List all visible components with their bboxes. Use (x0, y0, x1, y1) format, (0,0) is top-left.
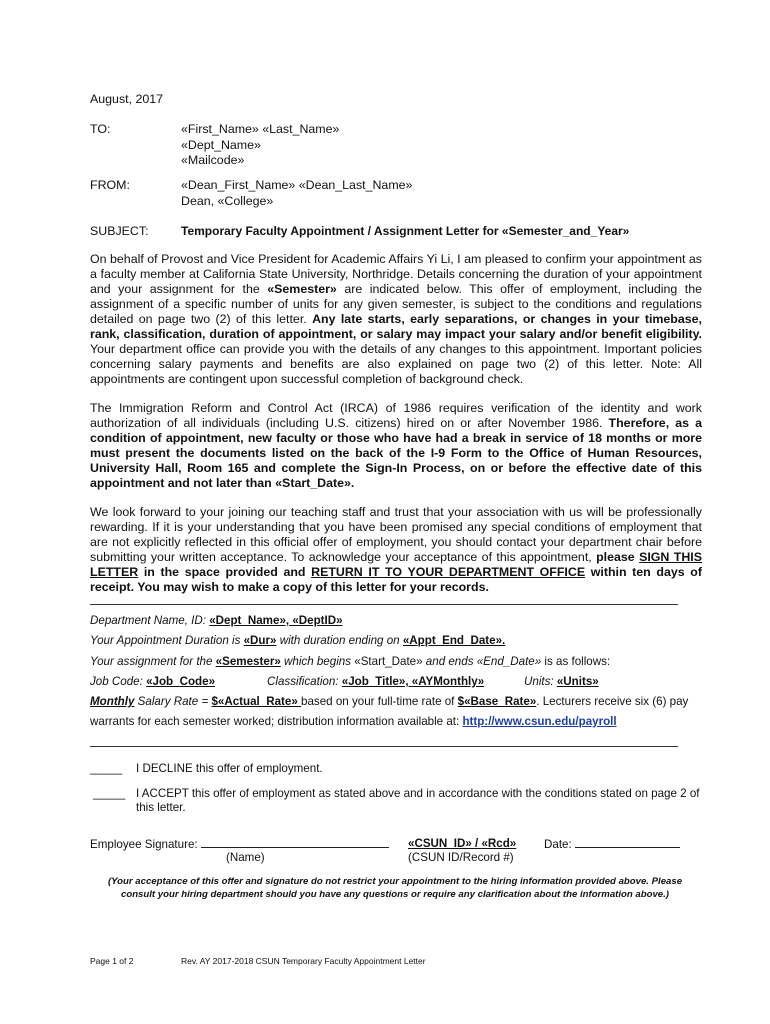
to-label: TO: (90, 122, 111, 136)
assignment-start: «Start_Date» (354, 655, 423, 668)
accept-line1: I ACCEPT this offer of employment as stated above and in accordance with the conditions stated on page 2 of (136, 787, 700, 800)
irca-condition: Therefore, as a condition of appointment, new faculty or those who have had a break in service of 18 months or more must present the documents listed on the back of the I-9 Form to the Office of Human Resources, University Hall, Room 165 and complete the Sign-In Process, on or before the effective date of this appointment and not later than «Start_Date». (90, 416, 702, 490)
letter-date: August, 2017 (90, 92, 164, 106)
salary-base-label: based on your full-time rate of (301, 695, 458, 708)
to-dept: «Dept_Name» (181, 137, 261, 152)
salary-pay-warrants: . Lecturers receive six (6) pay (536, 695, 689, 708)
units-line (524, 675, 599, 688)
duration-ending-label: with duration ending on (276, 634, 403, 647)
intro-text-b: are indicated below. This offer of employment, including the assignment of a specific number of units for any given semester, is subject to the conditions and regulations detailed on page two (2) of this letter. (90, 282, 702, 326)
paragraph-irca (90, 401, 702, 491)
signature-name-caption: (Name) (226, 851, 265, 864)
from-block (181, 178, 412, 209)
assignment-ends: and ends (422, 655, 477, 668)
date-label: Date: (544, 838, 575, 851)
intro-text-a: On behalf of Provost and Vice President for Academic Affairs Yi Li, I am pleased to confirm your appointment as a faculty member at California State University, Northridge. Details concerning the duration of your appointment and your assignment for the (90, 252, 702, 296)
classification-value: «Job_Title», «AYMonthly» (341, 675, 485, 688)
assignment-follows: is as follows: (541, 655, 611, 668)
assignment-semester: «Semester» (215, 655, 281, 668)
dept-label: Department Name, ID: (90, 614, 210, 627)
accept-text (136, 787, 702, 815)
dept-line (90, 614, 343, 627)
paragraph-intro (90, 252, 702, 387)
accept-blank[interactable]: _____ (93, 787, 126, 800)
subject-label: SUBJECT: (90, 224, 149, 238)
csun-id-value: «CSUN_ID» / «Rcd» (408, 837, 517, 850)
job-code-line (90, 675, 215, 688)
from-college: Dean, «College» (181, 193, 274, 208)
disclaimer-line2: consult your hiring department should you have any questions or require any clarification about the information above.) (121, 888, 669, 900)
duration-label: Your Appointment Duration is (90, 634, 244, 647)
from-name: «Dean_First_Name» «Dean_Last_Name» (181, 178, 413, 192)
warrants-line (90, 715, 617, 728)
to-mailcode: «Mailcode» (181, 153, 245, 167)
warrants-text: warrants for each semester worked; distribution information available at: (90, 715, 463, 728)
decline-blank[interactable]: _____ (90, 762, 123, 775)
job-code-label: Job Code: (90, 675, 147, 688)
to-block (181, 122, 339, 169)
dept-value: «Dept_Name», «DeptID» (209, 614, 343, 627)
csun-id-caption: (CSUN ID/Record #) (408, 851, 514, 864)
assignment-label: Your assignment for the (90, 655, 216, 668)
divider-top (90, 604, 678, 605)
salary-value: $«Actual_Rate» (211, 695, 302, 708)
signature-line (90, 837, 389, 851)
from-label: FROM: (90, 178, 130, 192)
salary-line (90, 695, 688, 708)
salary-label: Salary Rate = (134, 695, 212, 708)
duration-value: «Dur» (243, 634, 277, 647)
signature-label: Employee Signature: (90, 838, 201, 851)
subject-text: Temporary Faculty Appointment / Assignment Letter for «Semester_and_Year» (181, 224, 630, 238)
ack-end: within ten days of receipt. You may wish to make a copy of this letter for your records. (90, 565, 702, 594)
duration-line (90, 634, 505, 647)
decline-text: I DECLINE this offer of employment. (136, 762, 323, 775)
salary-base-value: $«Base_Rate» (457, 695, 537, 708)
disclaimer-line1: (Your acceptance of this offer and signature do not restrict your appointment to the hiring information provided above. Please (107, 876, 683, 887)
signature-field[interactable] (201, 837, 389, 848)
footer-revision: Rev. AY 2017-2018 CSUN Temporary Faculty Appointment Letter (181, 956, 426, 966)
duration-end-value: «Appt_End_Date». (402, 634, 506, 647)
ack-text: We look forward to your joining our teaching staff and trust that your association with us will be professionally rewarding. If it is your understanding that you have been promised any special conditions of employment that are not explicitly reflected in this official offer of employment, you should contact your department chair before submitting your written acceptance. To acknowledge your acceptance of this appointment, (90, 505, 702, 564)
assignment-begins: which begins (280, 655, 355, 668)
ack-return-to-department: RETURN IT TO YOUR DEPARTMENT OFFICE (311, 565, 586, 579)
intro-warning: Any late starts, early separations, or changes in your timebase, rank, classification, duration of appointment, or salary may impact your salary and/or benefit eligibility. (90, 312, 702, 341)
job-code-value: «Job_Code» (146, 675, 216, 688)
intro-semester: «Semester» (267, 282, 337, 296)
disclaimer (80, 876, 710, 901)
units-label: Units: (524, 675, 557, 688)
intro-text-c: Your department office can provide you with the details of any changes to this appointment. Important policies concerning salary payments and benefits are also explained on page two (2) of this letter. Note: All appointments are contingent upon successful completion of background check. (90, 342, 702, 386)
payroll-link[interactable]: http://www.csun.edu/payroll (462, 715, 617, 728)
assignment-end: «End_Date» (476, 655, 542, 668)
paragraph-acknowledge (90, 505, 702, 595)
ack-sign-this-letter: SIGN THIS LETTER (90, 550, 702, 579)
assignment-line (90, 655, 610, 668)
classification-line (267, 675, 484, 688)
units-value: «Units» (556, 675, 599, 688)
divider-bottom (90, 746, 678, 747)
to-name: «First_Name» «Last_Name» (181, 122, 340, 136)
footer-page-number: Page 1 of 2 (90, 956, 134, 966)
date-line (544, 837, 680, 851)
date-field[interactable] (575, 837, 680, 848)
accept-line2: this letter. (136, 801, 186, 814)
ack-please: please (596, 550, 640, 564)
ack-mid: in the space provided and (138, 565, 312, 579)
irca-text: The Immigration Reform and Control Act (IRCA) of 1986 requires verification of the identity and work authorization of all individuals (including U.S. citizens) hired on or after November 1986. (90, 401, 702, 430)
salary-monthly: Monthly (90, 695, 135, 708)
classification-label: Classification: (267, 675, 342, 688)
